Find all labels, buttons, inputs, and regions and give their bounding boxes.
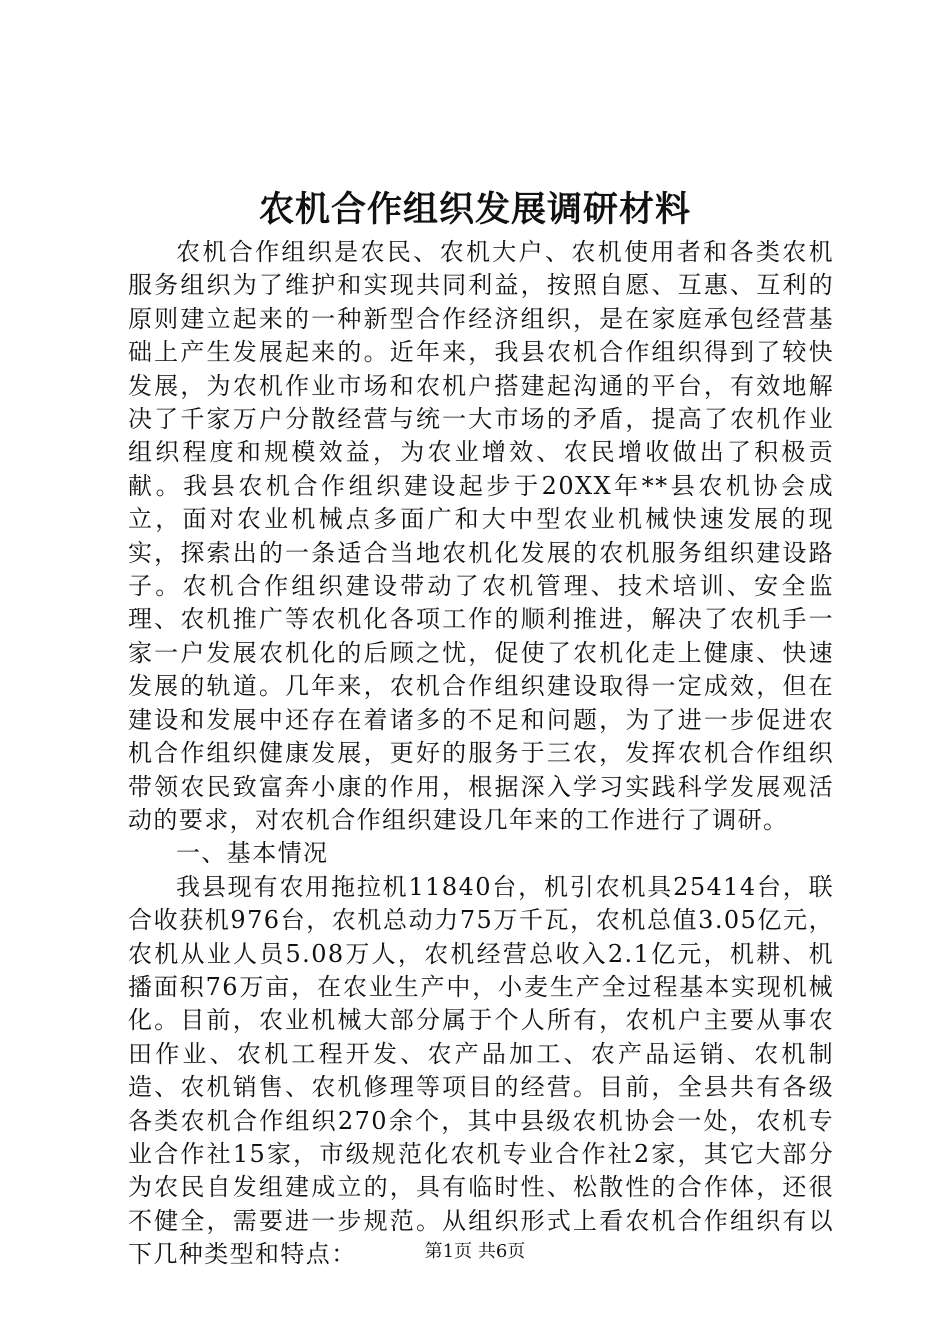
paragraph-intro: 农机合作组织是农民、农机大户、农机使用者和各类农机服务组织为了维护和实现共同利益，按照自愿、互惠、互利的原则建立起来的一种新型合作经济组织，是在家庭承包经营基础上产生发展起来的。近年来，我县农机合作组织得到了较快发展，为农机作业市场和农机户搭建起沟通的平台，有效地解决了千家万户分散经营与统一大市场的矛盾，提高了农机作业组织程度和规模效益，为农业增效、农民增收做出了积极贡献。我县农机合作组织建设起步于20XX年**县农机协会成立，面对农业机械点多面广和大中型农业机械快速发展的现实，探索出的一条适合当地农机化发展的农机服务组织建设路子。农机合作组织建设带动了农机管理、技术培训、安全监理、农机推广等农机化各项工作的顺利推进，解决了农机手一家一户发展农机化的后顾之忧，促使了农机化走上健康、快速发展的轨道。几年来，农机合作组织建设取得一定成效，但在建设和发展中还存在着诸多的不足和问题，为了进一步促进农机合作组织健康发展，更好的服务于三农，发挥农机合作组织带领农民致富奔小康的作用，根据深入学习实践科学发展观活动的要求，对农机合作组织建设几年来的工作进行了调研。 [128,238,834,834]
paragraph-basic-situation: 我县现有农用拖拉机11840台，机引农机具25414台，联合收获机976台，农机总动力75万千瓦，农机总值3.05亿元，农机从业人员5.08万人，农机经营总收入2.1亿元，机耕、机播面积76万亩，在农业生产中，小麦生产全过程基本实现机械化。目前，农业机械大部分属于个人所有，农机户主要从事农田作业、农机工程开发、农产品加工、农产品运销、农机制造、农机销售、农机修理等项目的经营。目前，全县共有各级各类农机合作组织270余个，其中县级农机协会一处，农机专业合作社15家，市级规范化农机专业合作社2家，其它大部分为农民自发组建成立的，具有临时性、松散性的合作体，还很不健全，需要进一步规范。从组织形式上看农机合作组织有以下几种类型和特点： [128,872,834,1269]
document-title: 农机合作组织发展调研材料 [258,189,691,230]
section-heading-basic-situation: 一、基本情况 [176,839,329,868]
page-number-footer: 第1页 共6页 [424,1241,526,1262]
document-body [128,236,834,1272]
